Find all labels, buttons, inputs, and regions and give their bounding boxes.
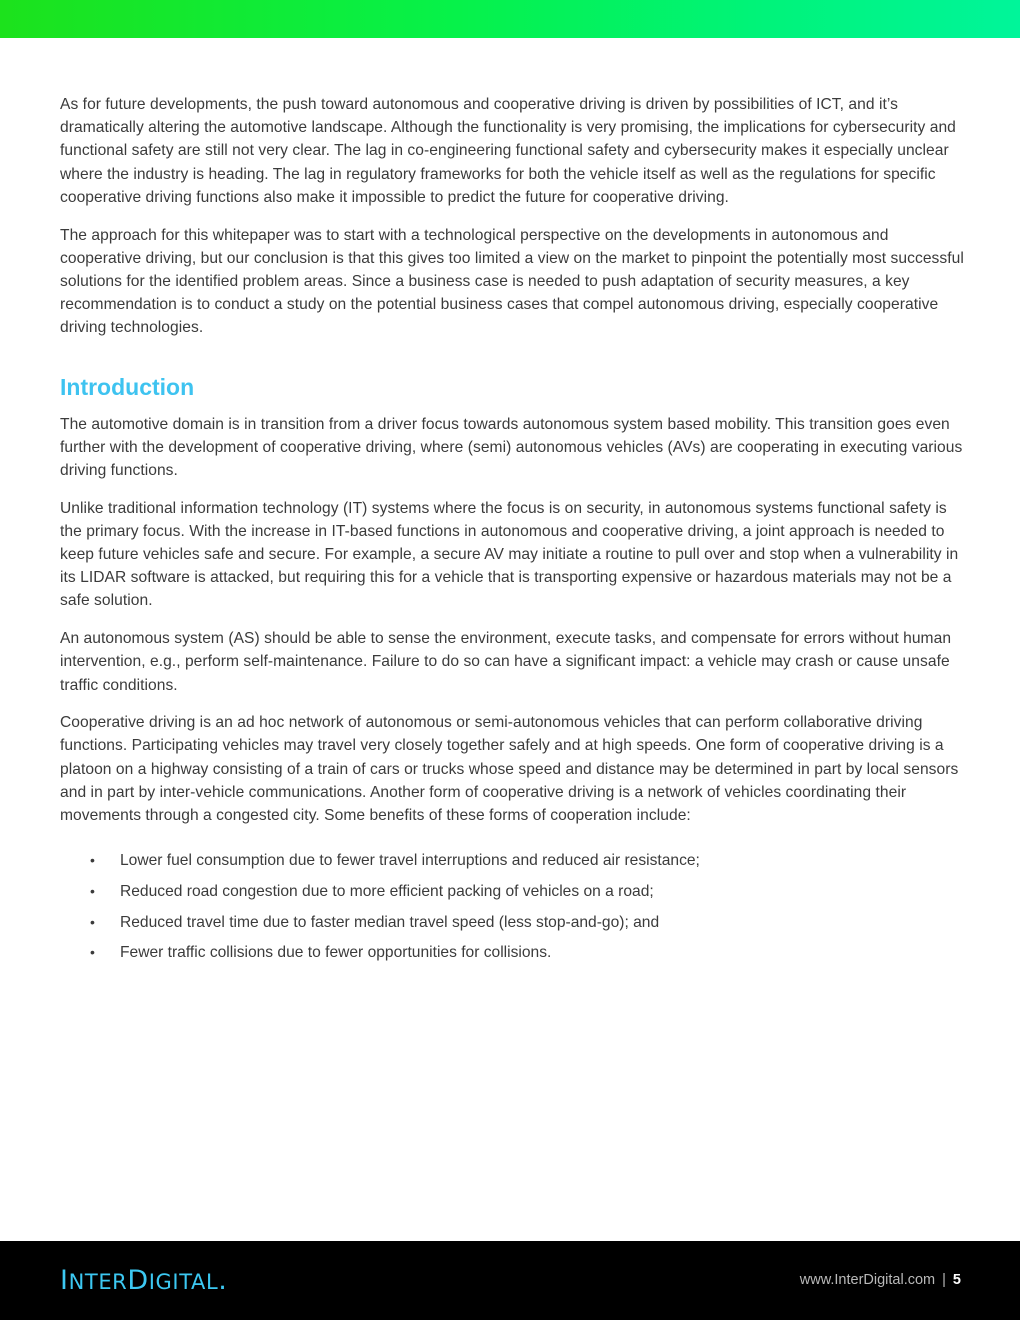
page-number: 5 bbox=[952, 1272, 961, 1288]
list-item bbox=[60, 849, 965, 872]
bullet-icon: • bbox=[90, 944, 95, 961]
paragraph-autonomous-system: An autonomous system (AS) should be able to sense the environment, execute tasks, and compensate for errors without human intervention, e.g., perform self-maintenance. Failure to do so can have a significant impact: a vehicle may crash or cause unsafe traffic conditions. bbox=[60, 630, 952, 694]
benefits-list bbox=[60, 849, 965, 964]
interdigital-logo: INTERDIGITAL. bbox=[60, 1265, 228, 1296]
list-item-text: Reduced road congestion due to more efficient packing of vehicles on a road; bbox=[120, 882, 654, 900]
paragraph-future-developments: As for future developments, the push toward autonomous and cooperative driving is driven by possibilities of ICT, and it’s dramatically altering the automotive landscape. Although the functionality is very promising, the implications for cybersecurity and functional safety are still not very clear. The lag in co-engineering functional safety and cybersecurity makes it especially unclear where the industry is heading. The lag in regulatory frameworks for both the vehicle itself as well as the regulations for specific cooperative driving functions also make it impossible to predict the future for cooperative driving. bbox=[60, 96, 956, 206]
bullet-icon: • bbox=[90, 852, 95, 869]
bullet-icon: • bbox=[90, 913, 95, 930]
page-footer bbox=[0, 1241, 1020, 1320]
page-content bbox=[60, 93, 965, 972]
top-gradient-bar bbox=[0, 0, 1020, 38]
website-link[interactable]: www.InterDigital.com bbox=[799, 1272, 936, 1288]
paragraph-cooperative-driving: Cooperative driving is an ad hoc network of autonomous or semi-autonomous vehicles that can perform collaborative driving functions. Participating vehicles may travel very closely together safely and at high speeds. One form of cooperative driving is a platoon on a highway consisting of a train of cars or trucks whose speed and distance may be determined in part by local sensors and in part by inter-vehicle communications. Another form of cooperative driving is a network of vehicles coordinating their movements through a congested city. Some benefits of these forms of cooperation include: bbox=[60, 714, 959, 825]
footer-info bbox=[800, 1270, 961, 1290]
list-item bbox=[60, 911, 965, 934]
list-item-text: Lower fuel consumption due to fewer travel interruptions and reduced air resistance; bbox=[120, 852, 700, 870]
bullet-icon: • bbox=[90, 882, 95, 899]
list-item-text: Fewer traffic collisions due to fewer opportunities for collisions. bbox=[120, 944, 552, 962]
section-heading-introduction: Introduction bbox=[60, 373, 195, 400]
paragraph-traditional-it: Unlike traditional information technology (IT) systems where the focus is on security, in autonomous systems functional safety is the primary focus. With the increase in IT-based functions in autonomous and cooperative driving, a joint approach is needed to keep future vehicles safe and secure. For example, a secure AV may initiate a routine to pull over and stop when a vulnerability in its LIDAR software is attacked, but requiring this for a vehicle that is transporting expensive or hazardous materials may not be a safe solution. bbox=[60, 499, 959, 610]
paragraph-approach: The approach for this whitepaper was to start with a technological perspective on the developments in autonomous and cooperative driving, but our conclusion is that this gives too limited a view on the market to pinpoint the potentially most successful solutions for the identified problem areas. Since a business case is needed to push adaptation of security measures, a key recommendation is to conduct a study on the potential business cases that compel autonomous driving, especially cooperative driving technologies. bbox=[60, 226, 964, 337]
footer-separator: | bbox=[942, 1272, 946, 1288]
list-item bbox=[60, 941, 965, 964]
list-item-text: Reduced travel time due to faster median travel speed (less stop-and-go); and bbox=[120, 913, 660, 931]
paragraph-automotive-domain: The automotive domain is in transition from a driver focus towards autonomous system based mobility. This transition goes even further with the development of cooperative driving, where (semi) autonomous vehicles (AVs) are cooperating in executing various driving functions. bbox=[60, 415, 963, 479]
list-item bbox=[60, 880, 965, 903]
